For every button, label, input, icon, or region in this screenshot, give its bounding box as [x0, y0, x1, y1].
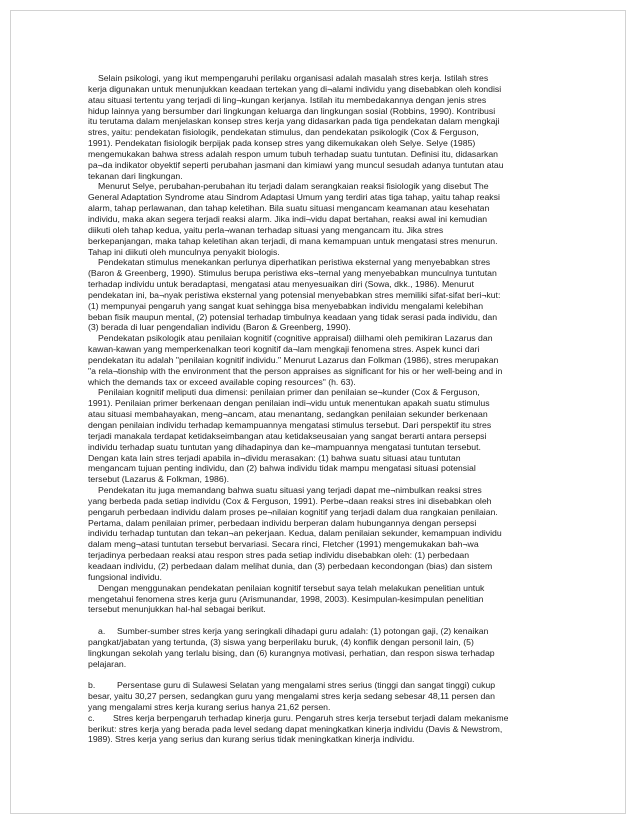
- paragraph: [88, 257, 558, 333]
- blank-line: [88, 615, 558, 626]
- text-line: hidup lainnya yang bersumber dari lingkungan keluarga dan lingkungan sosial (Robbins, 1990). Kontribusi: [88, 105, 496, 116]
- text-line: kerja digunakan untuk menunjukkan keadaan tertekan yang di¬alami individu yang disebabkan oleh kondisi: [88, 83, 502, 94]
- paragraph: [88, 387, 558, 485]
- text-line: kawan-kawan yang memperkenalkan teori kognitif da¬lam mengkaji fenomena stres. Aspek kunci dari: [88, 344, 480, 355]
- text-line: pa¬da indikator obyektif seperti perubahan jasmani dan kimiawi yang muncul sesudah adanya tuntutan atau: [88, 159, 504, 170]
- text-line: berkepanjangan, maka tahap keletihan akan terjadi, di mana kemampuan untuk mengatasi stres menurun.: [88, 235, 498, 246]
- text-line: mengetahui fenomena stres kerja guru (Arismunandar, 1998, 2003). Kesimpulan-kesimpulan penelitian: [88, 593, 484, 604]
- finding-label: a.: [98, 626, 106, 637]
- text-line: lingkungan sekolah yang terlalu bising, dan (6) kurangnya motivasi, perhatian, dan respon siswa terhadap: [88, 647, 495, 658]
- text-line: (Baron & Greenberg, 1990). Stimulus berupa peristiwa eks¬ternal yang menyebabkan munculnya tuntutan: [88, 268, 497, 279]
- text-line: Penilaian kognitif meliputi dua dimensi: penilaian primer dan penilaian se¬kunder (Cox & Ferguson,: [98, 387, 480, 398]
- text-line: [88, 680, 558, 691]
- text-line: terjadinya perbedaan reaksi atau respon stres pada setiap individu disebabkan oleh: (1) perbedaan: [88, 550, 470, 561]
- finding-text: Persentase guru di Sulawesi Selatan yang mengalami stres serius (tinggi dan sangat tinggi) cukup: [117, 680, 496, 691]
- text-line: [88, 713, 558, 724]
- text-line: atau situasi tertentu yang terjadi di ling¬kungan kerjanya. Istilah itu membedakannya dengan jenis stres: [88, 94, 487, 105]
- text-line: Pendekatan psikologik atau penilaian kognitif (cognitive appraisal) diilhami oleh pemikiran Lazarus dan: [98, 333, 493, 344]
- text-line: itu terutama dalam menjelaskan konsep stres kerja yang didasarkan pada tiga pendekatan dalam mengkaji: [88, 116, 500, 127]
- text-line: Dengan kata lain stres terjadi apabila in¬dividu merasakan: (1) bahwa suatu situasi atau tuntutan: [88, 452, 461, 463]
- text-line: [88, 626, 558, 637]
- text-line: individu terhadap tuntutan dan tekan¬an pekerjaan. Kedua, dalam penilaian sekunder, kemampuan individu: [88, 528, 502, 539]
- paragraph: [88, 181, 558, 257]
- text-line: 1989). Stres kerja yang serius dan kurang serius tidak meningkatkan kinerja individu.: [88, 734, 415, 745]
- text-line: pangkat/jabatan yang tertunda, (3) siswa yang berperilaku buruk, (4) konflik dengan personil lain, (5): [88, 636, 474, 647]
- text-line: Pendekatan itu juga memandang bahwa suatu situasi yang terjadi dapat me¬nimbulkan reaksi stres: [98, 485, 482, 496]
- text-line: berikut: stres kerja yang berada pada level sedang dapat meningkatkan kinerja individu (Davis & Newstrom,: [88, 723, 503, 734]
- finding-text: Sumber-sumber stres kerja yang seringkali dihadapi guru adalah: (1) potongan gaji, (2) kenaikan: [117, 626, 489, 637]
- text-line: keadaan individu, (2) perbedaan dalam melihat dunia, dan (3) perbedaan kecondongan (bias) dan sistem: [88, 560, 493, 571]
- text-line: individu, maka akan segera terjadi reaksi alarm. Jika indi¬vidu dapat bertahan, reaksi awal ini kemudian: [88, 213, 488, 224]
- text-line: tekanan dari lingkungan.: [88, 170, 183, 181]
- text-line: Menurut Selye, perubahan-perubahan itu terjadi dalam serangkaian reaksi fisiologik yang disebut The: [98, 181, 489, 192]
- text-line: "a rela¬tionship with the environment that the person appraises as significant for his or her well-being and in: [88, 365, 503, 376]
- paragraph: [88, 73, 558, 181]
- text-line: 1991). Pendekatan fisiologik berpijak pada konsep stres yang dikemukakan oleh Selye. Selye (1985): [88, 138, 476, 149]
- text-line: mengemukakan bahwa stress adalah respon umum tubuh terhadap suatu tuntutan. Definisi itu, didasarkan: [88, 148, 499, 159]
- text-line: (1) mempunyai pengaruh yang sangat kuat sehingga bisa menyebabkan individu mengalami kelebihan: [88, 300, 484, 311]
- text-line: fungsional individu.: [88, 571, 162, 582]
- text-line: stres, yaitu: pendekatan fisiologik, pendekatan stimulus, dan pendekatan psikologik (Cox & Ferguson,: [88, 127, 479, 138]
- text-line: pendekatan itu adalah "penilaian kognitif individu." Menurut Lazarus dan Folkman (1986), stres merupakan: [88, 354, 499, 365]
- text-line: Selain psikologi, yang ikut mempengaruhi perilaku organisasi adalah masalah stres kerja. Istilah stres: [98, 73, 489, 83]
- text-line: terhadap individu untuk beradaptasi, mengatasi atau menyesuaikan diri (Sowa, dkk., 1986). Menurut: [88, 279, 474, 290]
- finding-text: Stres kerja berpengaruh terhadap kinerja guru. Pengaruh stres kerja tersebut terjadi dalam mekanisme: [113, 712, 509, 723]
- text-line: besar, yaitu 30,27 persen, sedangkan guru yang mengalami stres kerja sedang sebesar 48,11 persen dan: [88, 691, 495, 702]
- paragraph: [88, 333, 558, 387]
- text-line: 1991). Penilaian primer berkenaan dengan penilaian indi¬vidu untuk menentukan apakah suatu stimulus: [88, 398, 490, 409]
- text-line: individu terhadap suatu tuntutan yang dihadapinya dan ke¬mampuannya mengatasi tuntutan tersebut.: [88, 441, 481, 452]
- finding-item: [88, 680, 558, 713]
- text-line: yang mengalami stres kerja kurang serius hanya 21,62 persen.: [88, 701, 331, 712]
- text-line: tersebut (Lazarus & Folkman, 1986).: [88, 474, 229, 485]
- text-line: dalam meng¬atasi tuntutan tersebut bervariasi. Secara rinci, Fletcher (1991) mengemukakan bah¬wa: [88, 539, 479, 550]
- text-line: pelajaran.: [88, 658, 127, 669]
- text-line: (3) berada di luar pengendalian individu (Baron & Greenberg, 1990).: [88, 322, 351, 333]
- text-line: alarm, tahap perlawanan, dan tahap keletihan. Bila suatu situasi mengancam keamanan atau kesehatan: [88, 203, 490, 214]
- finding-item: [88, 626, 558, 669]
- finding-item: [88, 713, 558, 746]
- paragraph: [88, 583, 558, 616]
- blank-line: [88, 669, 558, 680]
- finding-label: b.: [88, 680, 96, 691]
- text-line: General Adaptation Syndrome atau Sindrom Adaptasi Umum yang terdiri atas tiga tahap, yaitu tahap reaksi: [88, 192, 500, 203]
- text-line: diikuti oleh tahap kedua, yaitu perla¬wanan terhadap situasi yang mengancam itu. Jika stres: [88, 224, 444, 235]
- text-line: yang berbeda pada setiap individu (Cox & Ferguson, 1991). Perbe¬daan reaksi stres ini disebabkan oleh: [88, 495, 492, 506]
- text-line: pengaruh perbedaan individu dalam proses pe¬nilaian kognitif yang terjadi dalam dua rangkaian penilaian.: [88, 506, 498, 517]
- text-line: atau situasi membahayakan, meng¬ancam, atau menantang, sedangkan penilaian sekunder berkenaan: [88, 409, 488, 420]
- text-line: Pertama, dalam penilaian primer, perbedaan individu berperan dalam hubungannya dengan persepsi: [88, 517, 477, 528]
- text-line: which the demands tax or exceed available coping resources" (h. 63).: [88, 376, 356, 387]
- text-line: tersebut menunjukkan hal-hal sebagai berikut.: [88, 604, 266, 615]
- text-line: pendekatan ini, ba¬nyak peristiwa eksternal yang potensial menyebabkan stres memiliki sifat-sifat beri¬kut:: [88, 289, 501, 300]
- document-body: [88, 73, 558, 745]
- text-line: terjadi manakala terdapat ketidakseimbangan atau ketidakseusaian yang sangat berarti antara persepsi: [88, 430, 487, 441]
- text-line: Tahap ini diikuti oleh munculnya penyakit biologis.: [88, 246, 280, 257]
- finding-label: c.: [88, 712, 95, 723]
- text-line: mengancam tujuan penting individu, dan (2) bahwa individu tidak mampu mengatasi situasi potensial: [88, 463, 476, 474]
- text-line: Dengan menggunakan pendekatan penilaian kognitif tersebut saya telah melakukan penelitian untuk: [98, 582, 485, 593]
- text-line: Pendekatan stimulus menekankan perlunya diperhatikan peristiwa eksternal yang menyebabkan stres: [98, 257, 491, 268]
- paragraph: [88, 485, 558, 583]
- text-line: dengan penilaian individu terhadap kemampuannya mengatasi stimulus tersebut. Dari perspektif itu stres: [88, 420, 492, 430]
- text-line: beban fisik maupun mental, (2) potensial terhadap timbulnya keadaan yang tidak serasi pada individu, dan: [88, 311, 498, 322]
